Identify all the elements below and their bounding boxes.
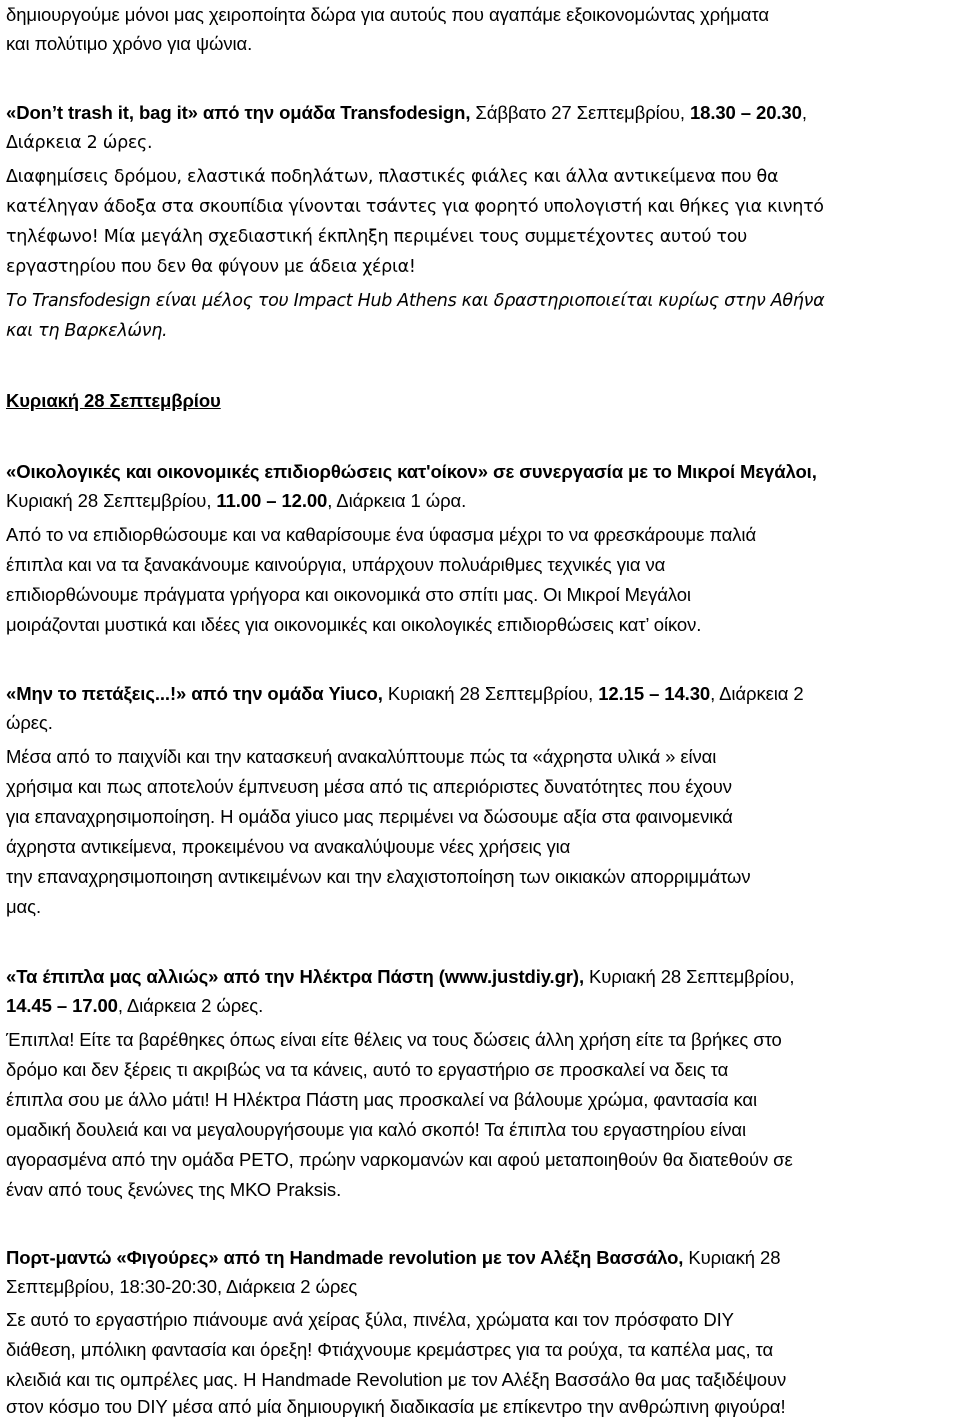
trash-desc-3: τηλέφωνο! Μία μεγάλη σχεδιαστική έκπληξη περιμένει τους συμμετέχοντες αυτού του — [6, 227, 747, 247]
yiuco-event-duration-2: ώρες. — [6, 712, 53, 733]
coatrack-desc-3: κλειδιά και τις ομπρέλες μας. Η Handmade Revolution με τον Αλέξη Βασσάλο θα μας ταξιδέψουν — [6, 1369, 787, 1390]
repairs-event-time: 11.00 – 12.00 — [216, 490, 328, 511]
trash-desc-2: κατέληγαν άδοξα στα σκουπίδια γίνονται τσάντες για φορητό υπολογιστή και θήκες για κινητό — [6, 197, 824, 217]
yiuco-event-duration: , Διάρκεια 2 — [710, 683, 804, 704]
coatrack-event-when: Σεπτεμβρίου, 18:30-20:30, Διάρκεια 2 ώρες — [6, 1276, 358, 1297]
trash-event-heading — [6, 98, 807, 128]
coatrack-event-date: Κυριακή 28 — [683, 1247, 781, 1268]
yiuco-desc-4: άχρηστα αντικείμενα, προκειμένου να ανακαλύψουμε νέες χρήσεις για — [6, 836, 571, 857]
trash-note-1: Το Transfodesign είναι μέλος του Impact Hub Athens και δραστηριοποιείται κυρίως στην Αθήνα — [6, 291, 825, 311]
trash-event-date: Σάββατο 27 Σεπτεμβρίου, — [470, 102, 690, 123]
yiuco-desc-3: για επαναχρησιμοποίηση. Η ομάδα yiuco μας περιμένει να δώσουμε αξία στα φαινομενικά — [6, 806, 733, 827]
repairs-desc-3: επιδιορθώνουμε πράγματα γρήγορα και οικονομικά στο σπίτι μας. Οι Μικροί Μεγάλοι — [6, 584, 691, 605]
repairs-event-date: Κυριακή 28 Σεπτεμβρίου, — [6, 490, 217, 511]
trash-event-time: 18.30 – 20.30 — [689, 102, 802, 123]
trash-event-title: «Don’t trash it, bag it» από την ομάδα Transfodesign, — [6, 102, 471, 123]
yiuco-event-title: «Μην το πετάξεις...!» από την ομάδα Yiuco, — [6, 683, 383, 704]
coatrack-desc-2: διάθεση, μπόλικη φαντασία και όρεξη! Φτιάχνουμε κρεμάστρες για τα ρούχα, τα καπέλα μας, τα — [6, 1339, 774, 1360]
intro-line-2: και πολύτιμο χρόνο για ψώνια. — [6, 33, 253, 54]
repairs-event-title: «Οικολογικές και οικονομικές επιδιορθώσεις κατ'οίκον» σε συνεργασία με το Μικροί Μεγάλοι, — [6, 461, 817, 482]
furniture-desc-3: έπιπλα σου με άλλο μάτι! Η Ηλέκτρα Πάστη μας προσκαλεί να βάλουμε χρώμα, φαντασία και — [6, 1089, 757, 1110]
furniture-event-title: «Τα έπιπλα μας αλλιώς» από την Ηλέκτρα Πάστη (www.justdiy.gr), — [6, 966, 584, 987]
coatrack-event-title: Πορτ-μαντώ «Φιγούρες» από τη Handmade revolution με τον Αλέξη Βασσάλο, — [6, 1247, 684, 1268]
sunday-heading: Κυριακή 28 Σεπτεμβρίου — [6, 390, 221, 411]
repairs-event-when — [6, 486, 466, 516]
repairs-desc-2: έπιπλα και να τα ξανακάνουμε καινούργια, υπάρχουν πολυάριθμες τεχνικές για να — [6, 554, 666, 575]
yiuco-desc-2: χρήσιμα και πως αποτελούν έμπνευση μέσα από τις απεριόριστες δυνατότητες που έχουν — [6, 776, 732, 797]
coatrack-event-heading — [6, 1243, 780, 1273]
repairs-desc-4: μοιράζονται μυστικά και ιδέες για οικονομικές και οικολογικές επιδιορθώσεις κατ’ οίκον. — [6, 614, 702, 635]
furniture-event-when — [6, 991, 263, 1021]
trash-desc-4: εργαστηρίου που δεν θα φύγουν με άδεια χέρια! — [6, 257, 416, 277]
furniture-event-duration: , Διάρκεια 2 ώρες. — [117, 995, 264, 1016]
repairs-event-duration: , Διάρκεια 1 ώρα. — [327, 490, 467, 511]
repairs-desc-1: Από το να επιδιορθώσουμε και να καθαρίσουμε ένα ύφασμα μέχρι το να φρεσκάρουμε παλιά — [6, 524, 757, 545]
yiuco-desc-1: Μέσα από το παιχνίδι και την κατασκευή ανακαλύπτουμε πώς τα «άχρηστα υλικά » είναι — [6, 746, 717, 767]
yiuco-desc-6: μας. — [6, 896, 42, 917]
furniture-desc-5: αγορασμένα από την ομάδα PETO, πρώην ναρκομανών και αφού μεταποιηθούν θα διατεθούν σε — [6, 1149, 793, 1170]
yiuco-event-heading — [6, 679, 804, 709]
furniture-desc-4: ομαδική δουλειά και να μεγαλουργήσουμε για καλό σκοπό! Τα έπιπλα του εργαστηρίου είναι — [6, 1119, 746, 1140]
yiuco-event-time: 12.15 – 14.30 — [598, 683, 711, 704]
trash-note-2: και τη Βαρκελώνη. — [6, 321, 168, 341]
furniture-desc-6: έναν από τους ξενώνες της ΜΚΟ Praksis. — [6, 1179, 342, 1200]
coatrack-desc-4: στον κόσμο του DIY μέσα από μία δημιουργική διαδικασία με επίκεντρο την ανθρώπινη φιγούρα! — [6, 1396, 786, 1417]
furniture-event-time: 14.45 – 17.00 — [6, 995, 118, 1016]
furniture-desc-2: δρόμο και δεν ξέρεις τι ακριβώς να τα κάνεις, αυτό το εργαστήριο σε προσκαλεί να δεις τα — [6, 1059, 729, 1080]
furniture-event-date: Κυριακή 28 Σεπτεμβρίου, — [584, 966, 795, 987]
trash-event-duration: Διάρκεια 2 ώρες. — [6, 133, 153, 153]
yiuco-desc-5: την επαναχρησιμοποιηση αντικειμένων και την ελαχιστοποίηση των οικιακών απορριμμάτων — [6, 866, 751, 887]
furniture-event-heading — [6, 962, 794, 992]
furniture-desc-1: Έπιπλα! Είτε τα βαρέθηκες όπως είναι είτε θέλεις να τους δώσεις άλλη χρήση είτε τα βρήκες στο — [6, 1029, 782, 1050]
coatrack-desc-1: Σε αυτό το εργαστήριο πιάνουμε ανά χείρας ξύλα, πινέλα, χρώματα και τον πρόσφατο DIY — [6, 1309, 734, 1330]
yiuco-event-date: Κυριακή 28 Σεπτεμβρίου, — [382, 683, 599, 704]
trash-desc-1: Διαφημίσεις δρόμου, ελαστικά ποδηλάτων, πλαστικές φιάλες και άλλα αντικείμενα που θα — [6, 167, 779, 187]
intro-line-1: δημιουργούμε μόνοι μας χειροποίητα δώρα για αυτούς που αγαπάμε εξοικονομώντας χρήματα — [6, 4, 769, 25]
trash-event-comma: , — [801, 102, 807, 123]
